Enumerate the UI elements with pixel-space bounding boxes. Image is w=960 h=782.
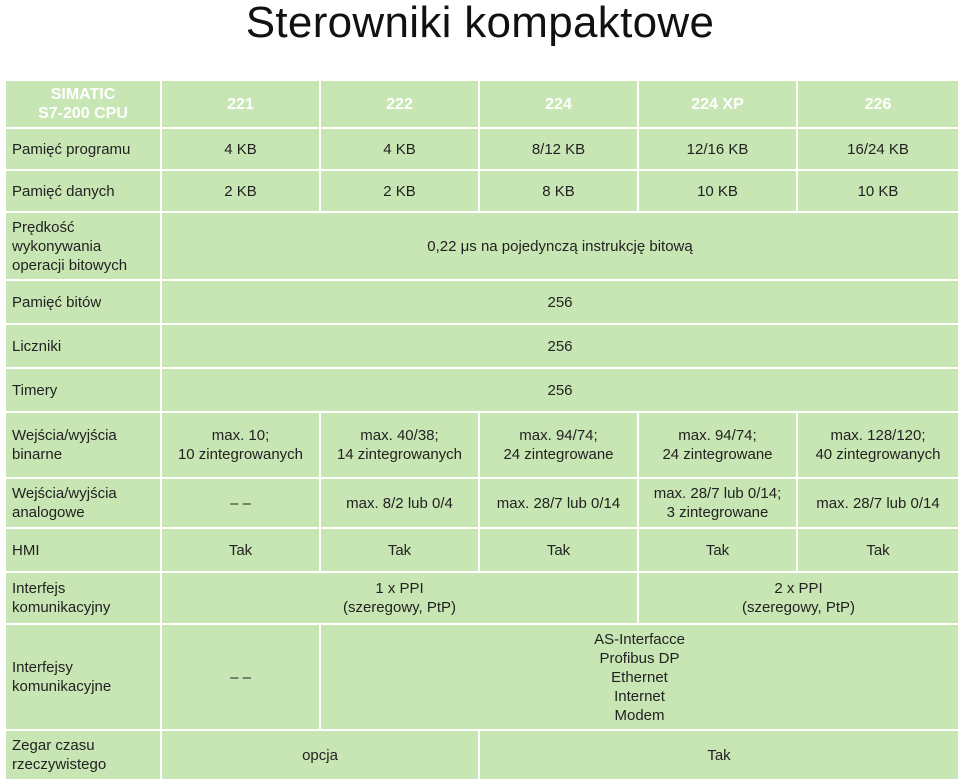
header-corner-label: SIMATIC S7-200 CPU	[6, 81, 160, 127]
table-cell: – –	[162, 625, 319, 729]
table-cell: 256	[162, 369, 958, 411]
row-label: Liczniki	[6, 325, 160, 367]
table-row	[6, 129, 958, 169]
table-row	[6, 529, 958, 571]
row-label: Interfejsy komunikacyjne	[6, 625, 160, 729]
table-cell: 1 x PPI (szeregowy, PtP)	[162, 573, 637, 623]
table-cell: opcja	[162, 731, 478, 779]
header-col-226: 226	[798, 81, 958, 127]
table-row	[6, 171, 958, 211]
table-cell: 4 KB	[162, 129, 319, 169]
row-label: Pamięć programu	[6, 129, 160, 169]
table-cell: max. 94/74; 24 zintegrowane	[480, 413, 637, 477]
table-cell: 8/12 KB	[480, 129, 637, 169]
table-row	[6, 281, 958, 323]
row-label: Wejścia/wyjścia analogowe	[6, 479, 160, 527]
table-cell: 4 KB	[321, 129, 478, 169]
row-label: Zegar czasu rzeczywistego	[6, 731, 160, 779]
table-row	[6, 479, 958, 527]
spec-table	[4, 79, 960, 781]
row-label: HMI	[6, 529, 160, 571]
table-cell: 12/16 KB	[639, 129, 796, 169]
page-title: Sterowniki kompaktowe	[245, 0, 715, 47]
table-cell: Tak	[480, 731, 958, 779]
table-cell: max. 128/120; 40 zintegrowanych	[798, 413, 958, 477]
row-label: Prędkość wykonywania operacji bitowych	[6, 213, 160, 279]
row-label: Pamięć bitów	[6, 281, 160, 323]
table-cell: max. 8/2 lub 0/4	[321, 479, 478, 527]
table-row	[6, 625, 958, 729]
header-col-224xp: 224 XP	[639, 81, 796, 127]
table-cell: AS-Interfacce Profibus DP Ethernet Internet Modem	[321, 625, 958, 729]
row-label: Interfejs komunikacyjny	[6, 573, 160, 623]
table-cell: max. 94/74; 24 zintegrowane	[639, 413, 796, 477]
table-cell: 10 KB	[639, 171, 796, 211]
table-cell: max. 28/7 lub 0/14; 3 zintegrowane	[639, 479, 796, 527]
table-row	[6, 369, 958, 411]
table-cell: max. 28/7 lub 0/14	[798, 479, 958, 527]
table-cell: 256	[162, 325, 958, 367]
header-col-222: 222	[321, 81, 478, 127]
header-col-221: 221	[162, 81, 319, 127]
table-cell: 16/24 KB	[798, 129, 958, 169]
table-cell: 2 x PPI (szeregowy, PtP)	[639, 573, 958, 623]
table-cell: 8 KB	[480, 171, 637, 211]
table-cell: Tak	[162, 529, 319, 571]
table-row	[6, 573, 958, 623]
table-cell: Tak	[639, 529, 796, 571]
table-cell: max. 40/38; 14 zintegrowanych	[321, 413, 478, 477]
table-cell: max. 28/7 lub 0/14	[480, 479, 637, 527]
table-cell: 0,22 μs na pojedynczą instrukcję bitową	[162, 213, 958, 279]
header-row	[6, 81, 958, 127]
header-col-224: 224	[480, 81, 637, 127]
table-row	[6, 731, 958, 779]
row-label: Pamięć danych	[6, 171, 160, 211]
table-cell: 256	[162, 281, 958, 323]
table-row	[6, 413, 958, 477]
table-cell: Tak	[480, 529, 637, 571]
table-cell: max. 10; 10 zintegrowanych	[162, 413, 319, 477]
table-row	[6, 213, 958, 279]
table-cell: 10 KB	[798, 171, 958, 211]
table-row	[6, 325, 958, 367]
table-cell: Tak	[798, 529, 958, 571]
row-label: Wejścia/wyjścia binarne	[6, 413, 160, 477]
table-cell: Tak	[321, 529, 478, 571]
table-cell: 2 KB	[162, 171, 319, 211]
row-label: Timery	[6, 369, 160, 411]
table-cell: 2 KB	[321, 171, 478, 211]
table-cell: – –	[162, 479, 319, 527]
